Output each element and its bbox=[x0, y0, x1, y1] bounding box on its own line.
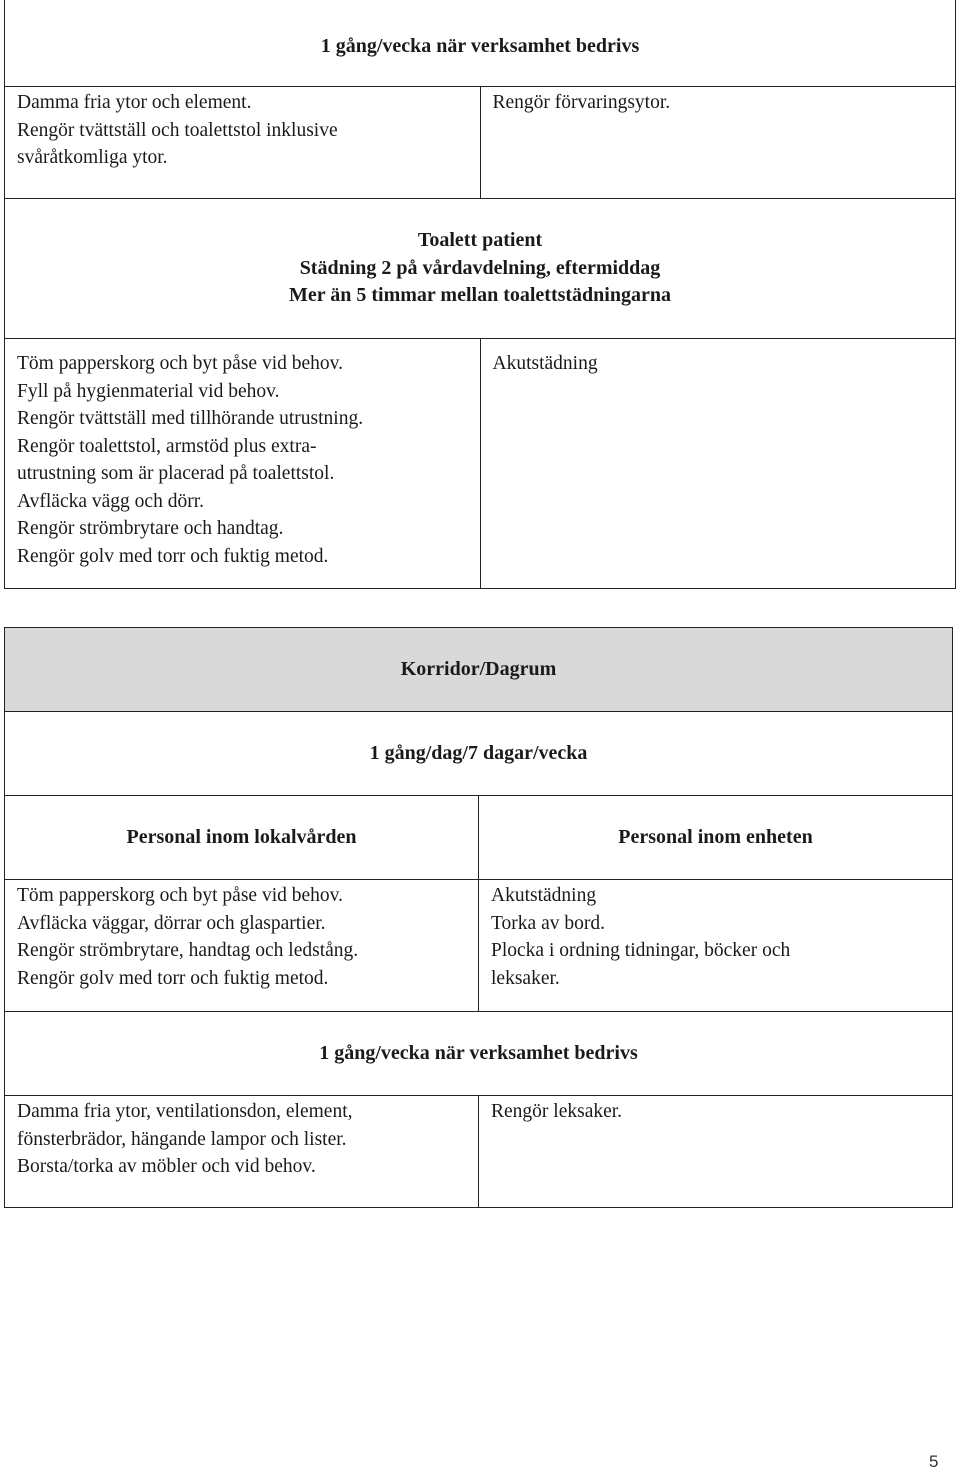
task-line: Rengör förvaringsytor. bbox=[492, 92, 671, 113]
task-line: Rengör toalettstol, armstöd plus extra- bbox=[17, 435, 317, 457]
col-heading-enheten bbox=[479, 796, 953, 880]
task-line: Töm papperskorg och byt påse vid behov. bbox=[17, 353, 344, 374]
korridor-tasks-right bbox=[479, 880, 953, 1012]
task-line: utrustning som är placerad på toalettstol. bbox=[17, 463, 335, 484]
task-line: Damma fria ytor och element. bbox=[17, 92, 252, 113]
task-line: Rengör strömbrytare, handtag och ledstång. bbox=[17, 940, 359, 961]
task-line: Akutstädning bbox=[491, 885, 597, 906]
toilet-patient-heading bbox=[5, 199, 956, 339]
col-heading-right-text: Personal inom enheten bbox=[618, 826, 813, 848]
table-korridor-dagrum bbox=[4, 627, 953, 1208]
toilet-heading-line: Mer än 5 timmar mellan toalettstädningarna bbox=[288, 284, 671, 307]
toilet-heading-line: Städning 2 på vårdavdelning, eftermiddag bbox=[299, 256, 661, 279]
task-line: Avfläcka vägg och dörr. bbox=[17, 490, 204, 512]
korridor-weekly-right bbox=[479, 1096, 953, 1208]
weekly-frequency-heading-2 bbox=[5, 1012, 953, 1096]
korridor-weekly-left bbox=[5, 1096, 479, 1208]
table-weekly-cleaning bbox=[4, 0, 956, 589]
weekly-frequency-text-2: 1 gång/vecka när verksamhet bedrivs bbox=[319, 1042, 638, 1064]
task-line: Fyll på hygienmaterial vid behov. bbox=[17, 380, 280, 402]
task-line: Borsta/torka av möbler och vid behov. bbox=[17, 1156, 316, 1177]
col-heading-lokalvarden bbox=[5, 796, 479, 880]
task-line: leksaker. bbox=[491, 967, 560, 989]
toilet-tasks-left bbox=[5, 339, 481, 589]
korridor-tasks-left bbox=[5, 880, 479, 1012]
toilet-tasks-right bbox=[480, 339, 956, 589]
page-number: 5 bbox=[929, 1452, 939, 1471]
weekly-frequency-heading bbox=[5, 0, 956, 87]
weekly-tasks-left bbox=[5, 87, 481, 199]
task-line: fönsterbrädor, hängande lampor och lister. bbox=[17, 1128, 347, 1150]
daily-frequency-text: 1 gång/dag/7 dagar/vecka bbox=[369, 742, 588, 764]
task-line: Torka av bord. bbox=[491, 912, 605, 934]
korridor-title-text: Korridor/Dagrum bbox=[400, 658, 557, 680]
toilet-heading-line: Toalett patient bbox=[417, 229, 543, 252]
task-line: Rengör tvättställ och toalettstol inklusive bbox=[17, 119, 338, 141]
task-line: svåråtkomliga ytor. bbox=[17, 147, 168, 168]
task-line: Avfläcka väggar, dörrar och glaspartier. bbox=[17, 912, 326, 934]
task-line: Rengör golv med torr och fuktig metod. bbox=[17, 967, 329, 989]
task-line: Akutstädning bbox=[492, 353, 598, 374]
weekly-frequency-text: 1 gång/vecka när verksamhet bedrivs bbox=[320, 35, 640, 57]
task-line: Rengör leksaker. bbox=[491, 1101, 623, 1122]
korridor-title bbox=[5, 628, 953, 712]
task-line: Plocka i ordning tidningar, böcker och bbox=[491, 940, 791, 961]
weekly-tasks-right bbox=[480, 87, 956, 199]
task-line: Rengör strömbrytare och handtag. bbox=[17, 518, 284, 539]
task-line: Rengör tvättställ med tillhörande utrustning. bbox=[17, 408, 364, 429]
task-line: Töm papperskorg och byt påse vid behov. bbox=[17, 885, 344, 906]
daily-frequency-heading bbox=[5, 712, 953, 796]
task-line: Rengör golv med torr och fuktig metod. bbox=[17, 545, 329, 567]
task-line: Damma fria ytor, ventilationsdon, element, bbox=[17, 1101, 353, 1122]
col-heading-left-text: Personal inom lokalvården bbox=[126, 826, 357, 848]
